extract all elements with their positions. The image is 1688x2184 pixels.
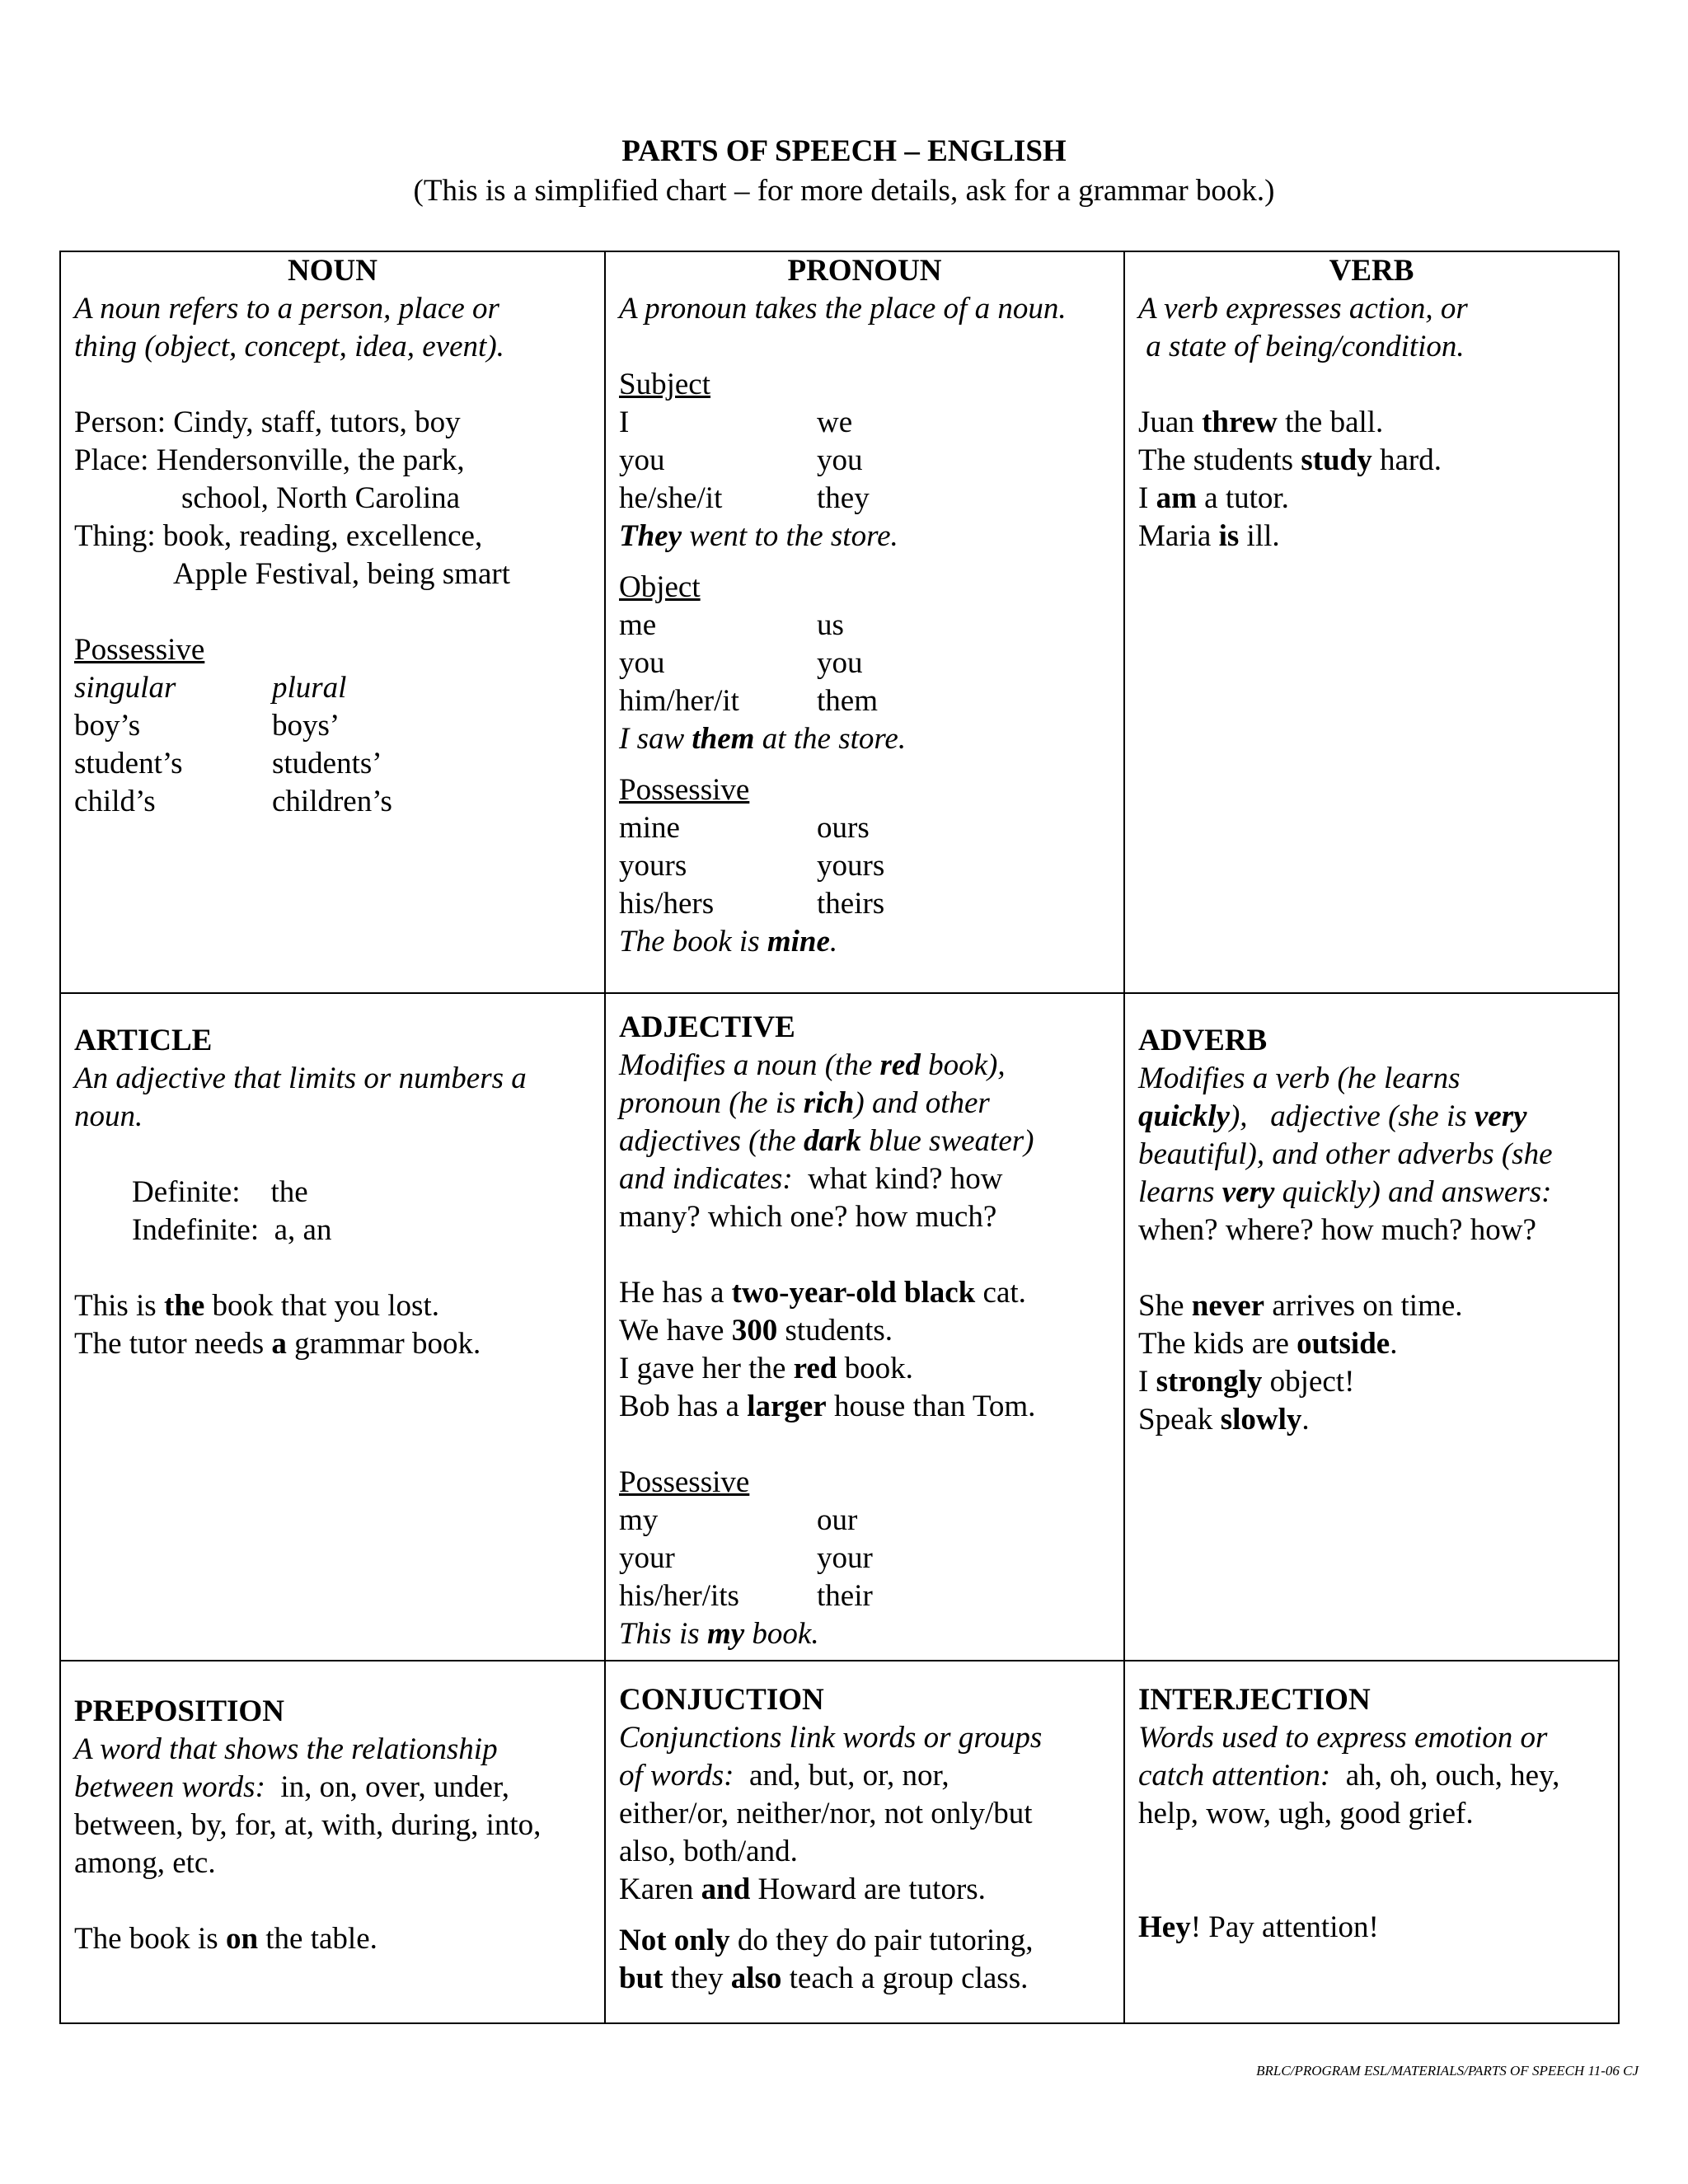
interjection-definition: Words used to express emotion or (1138, 1721, 1548, 1755)
preposition-definition: among, etc. (74, 1846, 216, 1880)
noun-place-cont: school, North Carolina (181, 481, 461, 515)
list-item: boy’s boys’ (74, 709, 340, 743)
pronoun-subject-example: They went to the store. (619, 519, 898, 553)
adverb-definition: learns very quickly) and answers: (1138, 1175, 1552, 1209)
table-row (60, 993, 1619, 1661)
verb-example: Juan threw the ball. (1138, 405, 1384, 439)
adjective-definition: and indicates: what kind? how (619, 1162, 1003, 1196)
list-item: yours yours (619, 849, 885, 883)
conjunction-definition: either/or, neither/nor, not only/but (619, 1797, 1033, 1830)
pronoun-possessive-label: Possessive (619, 773, 750, 807)
pronoun-heading: PRONOUN (787, 254, 942, 288)
list-item: I we (619, 405, 853, 439)
noun-place: Place: Hendersonville, the park, (74, 443, 465, 477)
preposition-definition: A word that shows the relationship (74, 1732, 498, 1766)
verb-definition-1: A verb expresses action, or (1138, 292, 1468, 326)
conjunction-example: Not only do they do pair tutoring, (619, 1924, 1034, 1957)
preposition-example: The book is on the table. (74, 1922, 377, 1956)
adverb-definition: when? where? how much? how? (1138, 1213, 1536, 1247)
list-item: mine ours (619, 811, 870, 845)
list-item: him/her/it them (619, 684, 878, 718)
pronoun-object-label: Object (619, 570, 701, 604)
article-example: The tutor needs a grammar book. (74, 1327, 481, 1361)
article-definite: Definite: the (132, 1175, 308, 1209)
interjection-heading: INTERJECTION (1138, 1683, 1371, 1717)
adjective-definition: many? which one? how much? (619, 1200, 997, 1234)
adjective-example: I gave her the red book. (619, 1352, 913, 1385)
conjunction-example: Karen and Howard are tutors. (619, 1872, 986, 1906)
article-cell (60, 993, 605, 1661)
adjective-possessive-example: This is my book. (619, 1617, 819, 1651)
article-definition-1: An adjective that limits or numbers a (74, 1062, 527, 1095)
interjection-cell (1124, 1661, 1619, 2023)
table-row (60, 1661, 1619, 2023)
adverb-example: I strongly object! (1138, 1365, 1355, 1399)
pronoun-possessive-example: The book is mine. (619, 925, 838, 958)
adverb-example: Speak slowly. (1138, 1403, 1310, 1436)
pronoun-definition: A pronoun takes the place of a noun. (619, 292, 1067, 326)
adjective-example: Bob has a larger house than Tom. (619, 1390, 1036, 1423)
noun-heading: NOUN (288, 254, 377, 288)
pronoun-object-example: I saw them at the store. (619, 722, 907, 756)
adjective-example: We have 300 students. (619, 1314, 893, 1347)
footer-reference: BRLC/PROGRAM ESL/MATERIALS/PARTS OF SPEECH 11-06 CJ (1256, 2063, 1639, 2079)
preposition-definition: between, by, for, at, with, during, into, (74, 1808, 542, 1842)
article-indefinite: Indefinite: a, an (132, 1213, 332, 1247)
verb-example: The students study hard. (1138, 443, 1442, 477)
noun-definition-1: A noun refers to a person, place or (74, 292, 499, 326)
page-subtitle: (This is a simplified chart – for more details, ask for a grammar book.) (413, 174, 1275, 208)
preposition-definition: between words: in, on, over, under, (74, 1770, 509, 1804)
list-item: your your (619, 1541, 873, 1575)
verb-heading: VERB (1329, 254, 1414, 288)
adjective-possessive-label: Possessive (619, 1465, 750, 1499)
noun-person: Person: Cindy, staff, tutors, boy (74, 405, 461, 439)
pronoun-cell (605, 251, 1124, 993)
article-example: This is the book that you lost. (74, 1289, 439, 1323)
preposition-cell (60, 1661, 605, 2023)
list-item: my our (619, 1503, 858, 1537)
list-item: student’s students’ (74, 747, 382, 780)
noun-definition-2: thing (object, concept, idea, event). (74, 330, 504, 363)
conjunction-cell (605, 1661, 1124, 2023)
interjection-example: Hey! Pay attention! (1138, 1910, 1379, 1944)
list-item: his/hers theirs (619, 887, 885, 921)
preposition-heading: PREPOSITION (74, 1694, 284, 1728)
conjunction-definition: also, both/and. (619, 1835, 798, 1868)
adverb-example: She never arrives on time. (1138, 1289, 1463, 1323)
conjunction-example: but they also teach a group class. (619, 1961, 1029, 1995)
list-item: you you (619, 443, 863, 477)
interjection-definition: help, wow, ugh, good grief. (1138, 1797, 1474, 1830)
adjective-cell (605, 993, 1124, 1661)
adverb-example: The kids are outside. (1138, 1327, 1398, 1361)
interjection-definition: catch attention: ah, oh, ouch, hey, (1138, 1759, 1560, 1793)
list-item: you you (619, 646, 863, 680)
noun-thing-cont: Apple Festival, being smart (173, 557, 510, 591)
conjunction-definition: Conjunctions link words or groups (619, 1721, 1043, 1755)
adverb-definition: Modifies a verb (he learns (1138, 1062, 1461, 1095)
verb-example: I am a tutor. (1138, 481, 1289, 515)
adverb-definition: quickly), adjective (she is very (1138, 1099, 1527, 1133)
adjective-example: He has a two-year-old black cat. (619, 1276, 1026, 1310)
pronoun-subject-label: Subject (619, 368, 710, 401)
conjunction-heading: CONJUCTION (619, 1683, 824, 1717)
article-heading: ARTICLE (74, 1024, 213, 1057)
adjective-definition: Modifies a noun (the red book), (619, 1048, 1006, 1082)
noun-possessive-label: Possessive (74, 633, 205, 667)
verb-cell (1124, 251, 1619, 993)
noun-cell (60, 251, 605, 993)
verb-definition-2: a state of being/condition. (1138, 330, 1465, 363)
verb-example: Maria is ill. (1138, 519, 1280, 553)
article-definition-2: noun. (74, 1099, 143, 1133)
list-item: he/she/it they (619, 481, 870, 515)
adjective-heading: ADJECTIVE (619, 1010, 795, 1044)
parts-of-speech-table (59, 251, 1620, 2024)
noun-thing: Thing: book, reading, excellence, (74, 519, 483, 553)
list-item: his/her/its their (619, 1579, 873, 1613)
table-row (60, 251, 1619, 993)
adverb-cell (1124, 993, 1619, 1661)
adjective-definition: pronoun (he is rich) and other (619, 1086, 990, 1120)
adverb-heading: ADVERB (1138, 1024, 1268, 1057)
adverb-definition: beautiful), and other adverbs (she (1138, 1137, 1553, 1171)
conjunction-definition: of words: and, but, or, nor, (619, 1759, 950, 1793)
page-title: PARTS OF SPEECH – ENGLISH (621, 134, 1067, 168)
adjective-definition: adjectives (the dark blue sweater) (619, 1124, 1034, 1158)
list-item: child’s children’s (74, 785, 392, 818)
list-item: me us (619, 608, 844, 642)
noun-possessive-header: singular plural (74, 671, 347, 705)
